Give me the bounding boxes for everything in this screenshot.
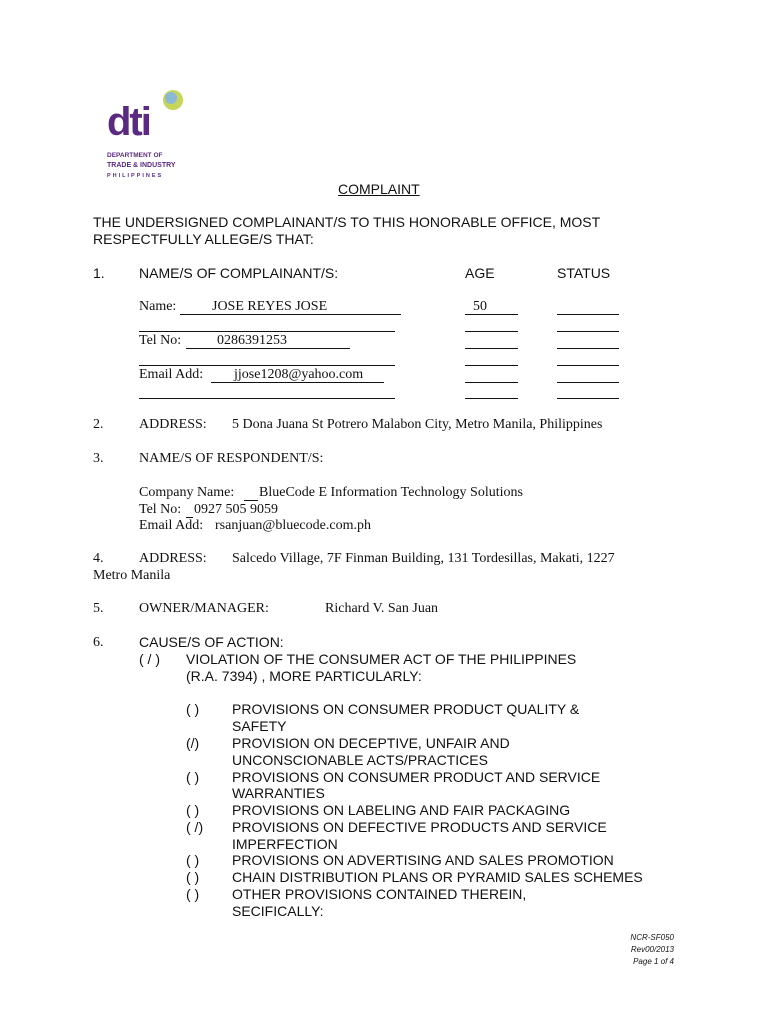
complainant-email-label: Email Add: bbox=[139, 367, 204, 382]
respondent-email-value: rsanjuan@bluecode.com.ph bbox=[215, 518, 371, 533]
provision-line-2: SECIFICALLY: bbox=[232, 903, 324, 919]
section-6-number: 6. bbox=[93, 635, 104, 650]
provision-checkbox: ( ) bbox=[186, 886, 200, 902]
respondent-address-value: Salcedo Village, 7F Finman Building, 131 Tordesillas, Makati, 1227 bbox=[232, 551, 615, 566]
provision-checkbox: ( ) bbox=[186, 701, 200, 717]
company-name-value: BlueCode E Information Technology Solutions bbox=[259, 485, 523, 500]
provision-checkbox: ( ) bbox=[186, 869, 200, 885]
provision-line-1: PROVISIONS ON CONSUMER PRODUCT QUALITY & bbox=[232, 701, 580, 717]
age-underline-3 bbox=[465, 348, 518, 349]
section-3-number: 3. bbox=[93, 451, 104, 466]
section-5-label: OWNER/MANAGER: bbox=[139, 601, 269, 616]
age-underline-6 bbox=[465, 398, 518, 399]
document-title: COMPLAINT bbox=[338, 181, 420, 197]
svg-text:DEPARTMENT OF: DEPARTMENT OF bbox=[107, 152, 163, 159]
respondent-address-value-2: Metro Manila bbox=[93, 568, 171, 583]
provision-line-2: UNCONSCIONABLE ACTS/PRACTICES bbox=[232, 752, 488, 768]
status-underline-3 bbox=[557, 348, 619, 349]
svg-text:TRADE & INDUSTRY: TRADE & INDUSTRY bbox=[107, 162, 176, 169]
respondent-tel-value: 0927 505 9059 bbox=[194, 502, 278, 517]
page-number: Page 1 of 4 bbox=[633, 957, 674, 966]
section-4-label: ADDRESS: bbox=[139, 551, 207, 566]
complainant-email-value: jjose1208@yahoo.com bbox=[234, 367, 364, 382]
section-1-label: NAME/S OF COMPLAINANT/S: bbox=[139, 265, 339, 281]
provision-checkbox: ( /) bbox=[186, 819, 204, 835]
section-4-number: 4. bbox=[93, 551, 104, 566]
intro-line-1: THE UNDERSIGNED COMPLAINANT/S TO THIS HONORABLE OFFICE, MOST bbox=[93, 214, 601, 230]
complainant-name-value: JOSE REYES JOSE bbox=[212, 299, 328, 314]
svg-text:PHILIPPINES: PHILIPPINES bbox=[107, 173, 164, 179]
provision-checkbox: ( ) bbox=[186, 769, 200, 785]
section-6-label: CAUSE/S OF ACTION: bbox=[139, 634, 284, 650]
status-underline-4 bbox=[557, 365, 619, 366]
provision-checkbox: ( ) bbox=[186, 852, 200, 868]
revision: Rev00/2013 bbox=[630, 945, 674, 954]
provision-line-1: PROVISIONS ON LABELING AND FAIR PACKAGING bbox=[232, 802, 571, 818]
age-underline-4 bbox=[465, 365, 518, 366]
status-underline-2 bbox=[557, 331, 619, 332]
complainant-address-value: 5 Dona Juana St Potrero Malabon City, Metro Manila, Philippines bbox=[232, 417, 603, 432]
company-name-label: Company Name: bbox=[139, 485, 235, 500]
section-5-number: 5. bbox=[93, 601, 104, 616]
section-1-number: 1. bbox=[93, 265, 105, 281]
complainant-name-label: Name: bbox=[139, 299, 177, 314]
complainant-age-value: 50 bbox=[473, 299, 487, 314]
provision-line-1: OTHER PROVISIONS CONTAINED THEREIN, bbox=[232, 886, 527, 902]
age-header: AGE bbox=[465, 265, 495, 281]
violation-line-1: VIOLATION OF THE CONSUMER ACT OF THE PHILIPPINES bbox=[186, 651, 577, 667]
complainant-tel-value: 0286391253 bbox=[217, 333, 287, 348]
provision-checkbox: (/) bbox=[186, 735, 200, 751]
status-header: STATUS bbox=[557, 265, 611, 281]
respondent-email-label: Email Add: bbox=[139, 518, 204, 533]
age-underline-2 bbox=[465, 331, 518, 332]
blank-line-3 bbox=[139, 398, 395, 399]
provision-line-1: PROVISIONS ON CONSUMER PRODUCT AND SERVICE bbox=[232, 769, 601, 785]
complainant-tel-label: Tel No: bbox=[139, 333, 182, 348]
provision-line-1: PROVISIONS ON ADVERTISING AND SALES PROMOTION bbox=[232, 852, 614, 868]
violation-line-2: (R.A. 7394) , MORE PARTICULARLY: bbox=[186, 668, 422, 684]
intro-line-2: RESPECTFULLY ALLEGE/S THAT: bbox=[93, 231, 314, 247]
owner-manager-value: Richard V. San Juan bbox=[325, 601, 439, 616]
violation-checkbox: ( / ) bbox=[139, 651, 160, 667]
age-underline-5 bbox=[465, 382, 518, 383]
section-2-label: ADDRESS: bbox=[139, 417, 207, 432]
provision-line-1: CHAIN DISTRIBUTION PLANS OR PYRAMID SALES SCHEMES bbox=[232, 869, 643, 885]
footer bbox=[630, 932, 674, 968]
section-2-number: 2. bbox=[93, 417, 104, 432]
status-underline-6 bbox=[557, 398, 619, 399]
provision-line-2: WARRANTIES bbox=[232, 785, 325, 801]
status-underline-5 bbox=[557, 382, 619, 383]
provision-checkbox: ( ) bbox=[186, 802, 200, 818]
section-3-label: NAME/S OF RESPONDENT/S: bbox=[139, 451, 324, 466]
dti-logo bbox=[105, 87, 185, 182]
provision-line-1: PROVISIONS ON DEFECTIVE PRODUCTS AND SERVICE bbox=[232, 819, 607, 835]
svg-text:dti: dti bbox=[107, 100, 150, 144]
form-code: NCR-SF050 bbox=[630, 933, 674, 942]
provision-line-2: IMPERFECTION bbox=[232, 836, 338, 852]
provision-line-2: SAFETY bbox=[232, 718, 287, 734]
provision-line-1: PROVISION ON DECEPTIVE, UNFAIR AND bbox=[232, 735, 510, 751]
status-underline-1 bbox=[557, 314, 619, 315]
respondent-tel-label: Tel No: bbox=[139, 502, 182, 517]
